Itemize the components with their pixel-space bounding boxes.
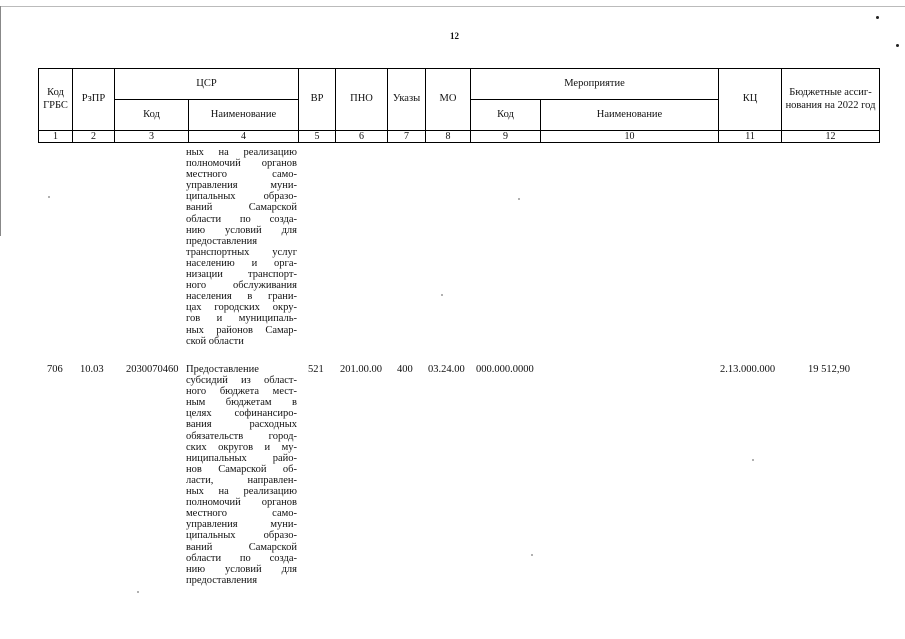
column-number: 6: [336, 131, 388, 143]
description-line: ских округов и му-: [186, 441, 297, 453]
description-line: гов и муниципаль-: [186, 313, 297, 325]
description-line: управления муни-: [186, 519, 297, 531]
column-number: 1: [39, 131, 73, 143]
header-mer-kod: Код: [471, 100, 541, 131]
description-line: ципальных образо-: [186, 191, 297, 203]
description-line: предоставления: [186, 235, 258, 247]
cell-rzpr: 10.03: [80, 364, 104, 375]
description-line: целях софинансиро-: [186, 408, 297, 420]
cell-kod-grbs: 706: [47, 364, 63, 375]
scan-left-edge: [0, 6, 1, 236]
description-line: области по созда-: [186, 552, 297, 564]
column-number: 11: [719, 131, 782, 143]
scan-speck: [137, 591, 139, 593]
scan-speck: [876, 16, 879, 19]
header-mer-name: Наименование: [541, 100, 719, 131]
cell-kc: 2.13.000.000: [720, 364, 776, 375]
description-line: управления муни-: [186, 180, 297, 192]
header-rzpr: РзПР: [73, 69, 115, 131]
description-line: цах городских окру-: [186, 302, 297, 314]
header-meropriyatie: Мероприятие: [471, 69, 719, 100]
header-vr: ВР: [299, 69, 336, 131]
description-line: ным бюджетам в: [186, 397, 297, 409]
description-line: ных районов Самар-: [186, 324, 297, 336]
column-number: 4: [189, 131, 299, 143]
description-line: ного бюджета мест-: [186, 386, 297, 398]
description-line: населению и орга-: [186, 257, 297, 269]
description-line: полномочий органов: [186, 497, 297, 509]
column-number: 3: [115, 131, 189, 143]
scan-top-edge: [0, 6, 905, 7]
budget-table-header: [38, 68, 880, 143]
description-line: обязательств город-: [186, 430, 297, 442]
description-line: ниципальных райо-: [186, 452, 297, 464]
header-csr-name: Наименование: [189, 100, 299, 131]
description-line: местного само-: [186, 169, 297, 181]
column-number: 5: [299, 131, 336, 143]
description-line: нию условий для: [186, 563, 297, 575]
description-line: ного обслуживания: [186, 280, 297, 292]
description-line: местного само-: [186, 508, 297, 520]
scan-speck: [896, 44, 899, 47]
header-kod-grbs: Код ГРБС: [39, 69, 73, 131]
column-number: 12: [782, 131, 880, 143]
header-kc: КЦ: [719, 69, 782, 131]
description-line: ваний Самарской: [186, 202, 297, 214]
description-line: полномочий органов: [186, 158, 297, 170]
description-line: населения в грани-: [186, 291, 297, 303]
description-line: вания расходных: [186, 419, 297, 431]
scan-speck: [518, 198, 520, 200]
description-line: низации транспорт-: [186, 269, 297, 281]
description-line: области по созда-: [186, 213, 297, 225]
row-description: [186, 364, 297, 586]
cell-ukazy: 400: [397, 364, 413, 375]
continued-row-description: [186, 147, 297, 347]
column-number: 8: [426, 131, 471, 143]
header-pno: ПНО: [336, 69, 388, 131]
scan-speck: [441, 294, 443, 296]
cell-vr: 521: [308, 364, 324, 375]
column-number: 10: [541, 131, 719, 143]
description-line: транспортных услуг: [186, 246, 297, 258]
description-line: ных на реализацию: [186, 486, 297, 498]
cell-csr-kod: 2030070460: [126, 364, 179, 375]
header-csr: ЦСР: [115, 69, 299, 100]
description-line: предоставления: [186, 574, 258, 586]
header-mo: МО: [426, 69, 471, 131]
column-number: 9: [471, 131, 541, 143]
scan-speck: [531, 554, 533, 556]
description-line: ципальных образо-: [186, 530, 297, 542]
description-line: ваний Самарской: [186, 541, 297, 553]
description-line: ных на реализацию: [186, 147, 297, 158]
description-line: нов Самарской об-: [186, 463, 297, 475]
scan-speck: [752, 459, 754, 461]
cell-mer-kod: 000.000.0000: [476, 364, 534, 375]
description-line: Предоставление: [186, 364, 259, 375]
scan-speck: [48, 196, 50, 198]
cell-amount: 19 512,90: [808, 364, 850, 375]
header-budget: Бюджетные ассиг-нования на 2022 год: [782, 69, 880, 131]
description-line: ласти, направлен-: [186, 474, 297, 486]
description-line: ской области: [186, 335, 244, 347]
header-csr-kod: Код: [115, 100, 189, 131]
cell-pno: 201.00.00: [340, 364, 382, 375]
cell-mo: 03.24.00: [428, 364, 465, 375]
description-line: нию условий для: [186, 224, 297, 236]
column-number: 2: [73, 131, 115, 143]
description-line: субсидий из област-: [186, 375, 297, 387]
page-number: 12: [450, 31, 459, 41]
column-number: 7: [388, 131, 426, 143]
header-ukazy: Указы: [388, 69, 426, 131]
